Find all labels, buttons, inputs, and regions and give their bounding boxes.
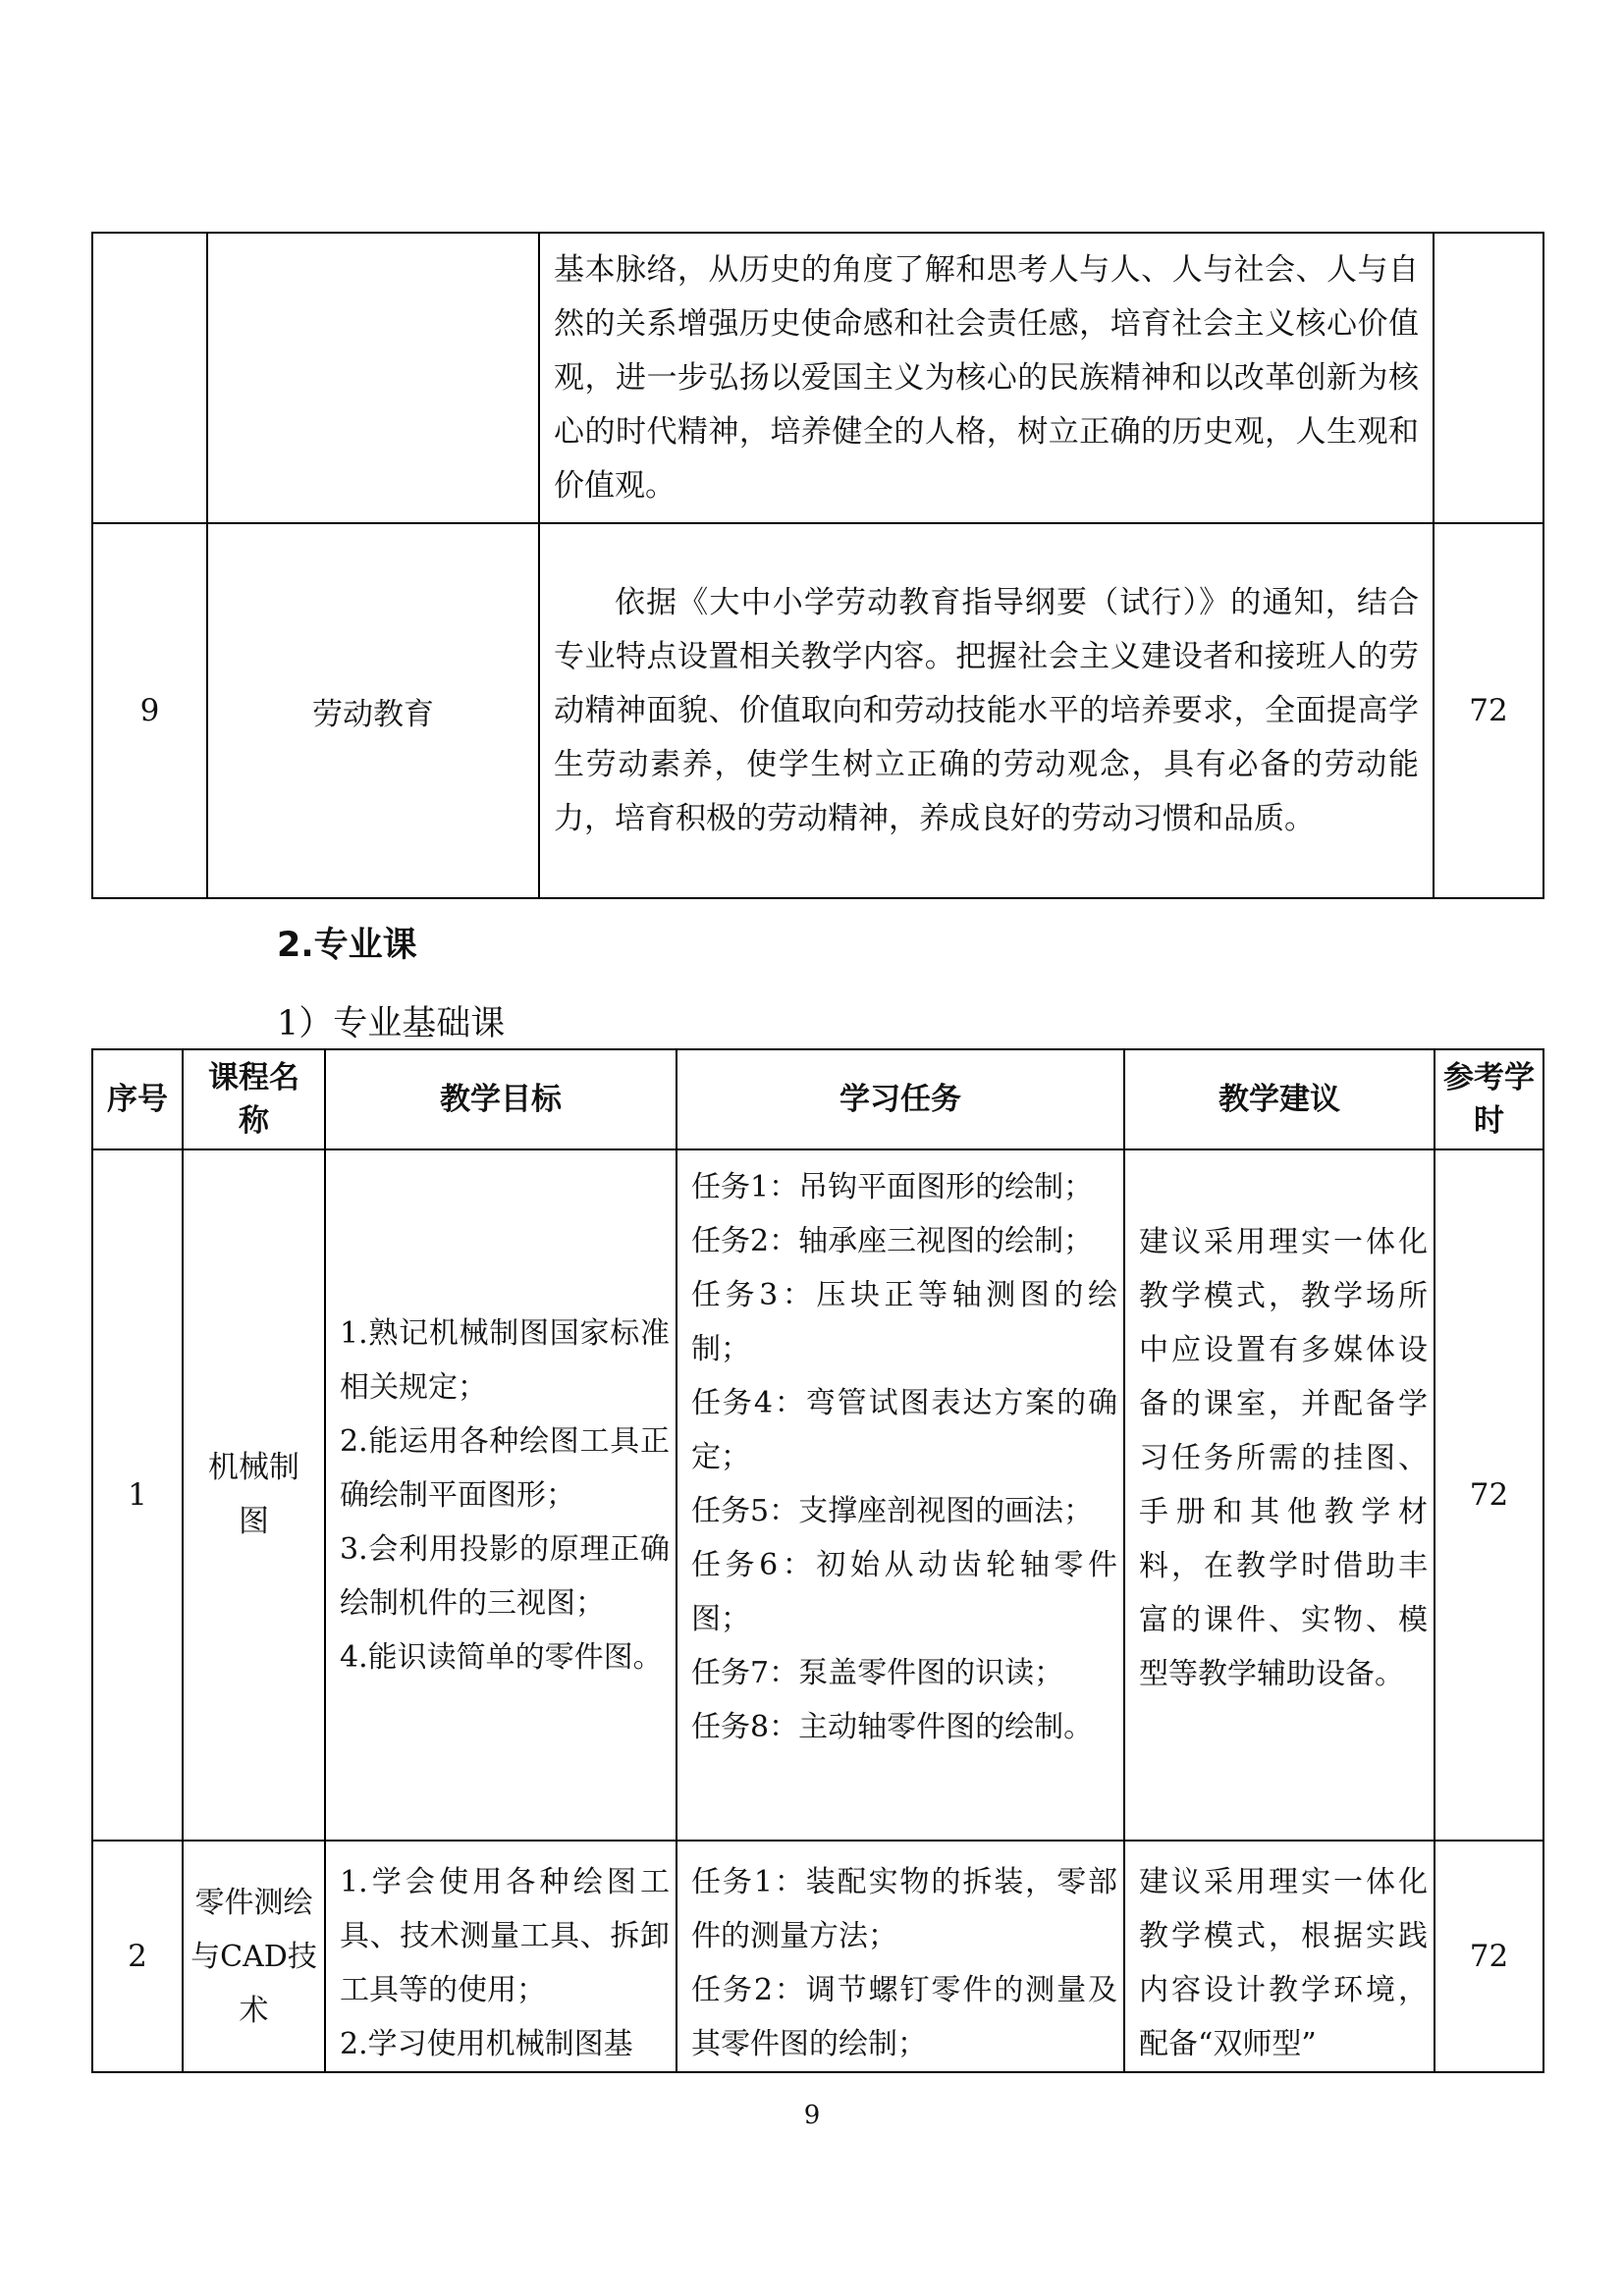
task-item: 任务7：泵盖零件图的识读； [691, 1656, 1064, 1690]
row-number [92, 233, 207, 523]
course-hours: 72 [1435, 1841, 1543, 2072]
course-hours [1434, 233, 1543, 523]
course-description: 基本脉络，从历史的角度了解和思考人与人、人与社会、人与自然的关系增强历史使命感和社会责任感，培育社会主义核心价值观，进一步弘扬以爱国主义为核心的民族精神和以改革创新为核心的时代精神，培养健全的人格，树立正确的历史观，人生观和价值观。 [539, 233, 1434, 523]
task-item: 任务6：初始从动齿轮轴零件图； [691, 1548, 1117, 1636]
task-item: 任务3：压块正等轴测图的绘制； [691, 1278, 1117, 1366]
header-advice: 教学建议 [1124, 1049, 1435, 1149]
learning-tasks [677, 1841, 1124, 2072]
task-item: 任务2：轴承座三视图的绘制； [691, 1224, 1094, 1258]
course-hours: 72 [1435, 1149, 1543, 1841]
course-name [207, 233, 539, 523]
teaching-goals [325, 1149, 677, 1841]
table-row [92, 1149, 1543, 1841]
header-number: 序号 [92, 1049, 183, 1149]
goal-item: 2.学习使用机械制图基 [340, 2027, 633, 2061]
row-number: 9 [92, 523, 207, 898]
task-item: 任务5：支撑座剖视图的画法； [691, 1494, 1094, 1528]
header-hours: 参考学时 [1435, 1049, 1543, 1149]
page-number: 9 [803, 2101, 821, 2130]
table-row [92, 523, 1543, 898]
header-tasks: 学习任务 [677, 1049, 1124, 1149]
teaching-advice: 建议采用理实一体化教学模式，根据实践内容设计教学环境，配备“双师型” [1124, 1841, 1435, 2072]
subsection-heading: 1）专业基础课 [277, 1004, 506, 1043]
table-row [92, 233, 1543, 523]
teaching-goals [325, 1841, 677, 2072]
course-hours: 72 [1434, 523, 1543, 898]
section-heading: 2.专业课 [277, 926, 417, 965]
course-name: 劳动教育 [207, 523, 539, 898]
general-courses-table-continued [91, 232, 1544, 899]
task-item: 任务1：吊钩平面图形的绘制； [691, 1170, 1094, 1204]
header-goals: 教学目标 [325, 1049, 677, 1149]
goal-item: 1.熟记机械制图国家标准相关规定； [340, 1315, 670, 1405]
professional-courses-table [91, 1048, 1544, 2073]
row-number: 2 [92, 1841, 183, 2072]
task-item: 任务8：主动轴零件图的绘制。 [691, 1710, 1094, 1744]
task-item: 任务1：装配实物的拆装，零部件的测量方法； [691, 1865, 1117, 1953]
course-description: 依据《大中小学劳动教育指导纲要（试行）》的通知，结合专业特点设置相关教学内容。把握社会主义建设者和接班人的劳动精神面貌、价值取向和劳动技能水平的培养要求，全面提高学生劳动素养，使学生树立正确的劳动观念，具有必备的劳动能力，培育积极的劳动精神，养成良好的劳动习惯和品质。 [539, 523, 1434, 898]
course-name: 机械制图 [183, 1149, 325, 1841]
row-number: 1 [92, 1149, 183, 1841]
goal-item: 4.能识读简单的零件图。 [340, 1639, 663, 1675]
course-name: 零件测绘与CAD技术 [183, 1841, 325, 2072]
task-item: 任务2：调节螺钉零件的测量及其零件图的绘制； [691, 1973, 1117, 2061]
teaching-advice: 建议采用理实一体化教学模式，教学场所中应设置有多媒体设备的课室，并配备学习任务所需的挂图、手册和其他教学材料，在教学时借助丰富的课件、实物、模型等教学辅助设备。 [1124, 1149, 1435, 1841]
header-course-name: 课程名称 [183, 1049, 325, 1149]
goal-item: 3.会利用投影的原理正确绘制机件的三视图； [340, 1531, 670, 1621]
goal-item: 1.学会使用各种绘图工具、技术测量工具、拆卸工具等的使用； [340, 1865, 670, 2007]
goal-item: 2.能运用各种绘图工具正确绘制平面图形； [340, 1423, 670, 1513]
task-item: 任务4：弯管试图表达方案的确定； [691, 1386, 1117, 1474]
table-header-row [92, 1049, 1543, 1149]
learning-tasks [677, 1149, 1124, 1841]
table-row [92, 1841, 1543, 2072]
